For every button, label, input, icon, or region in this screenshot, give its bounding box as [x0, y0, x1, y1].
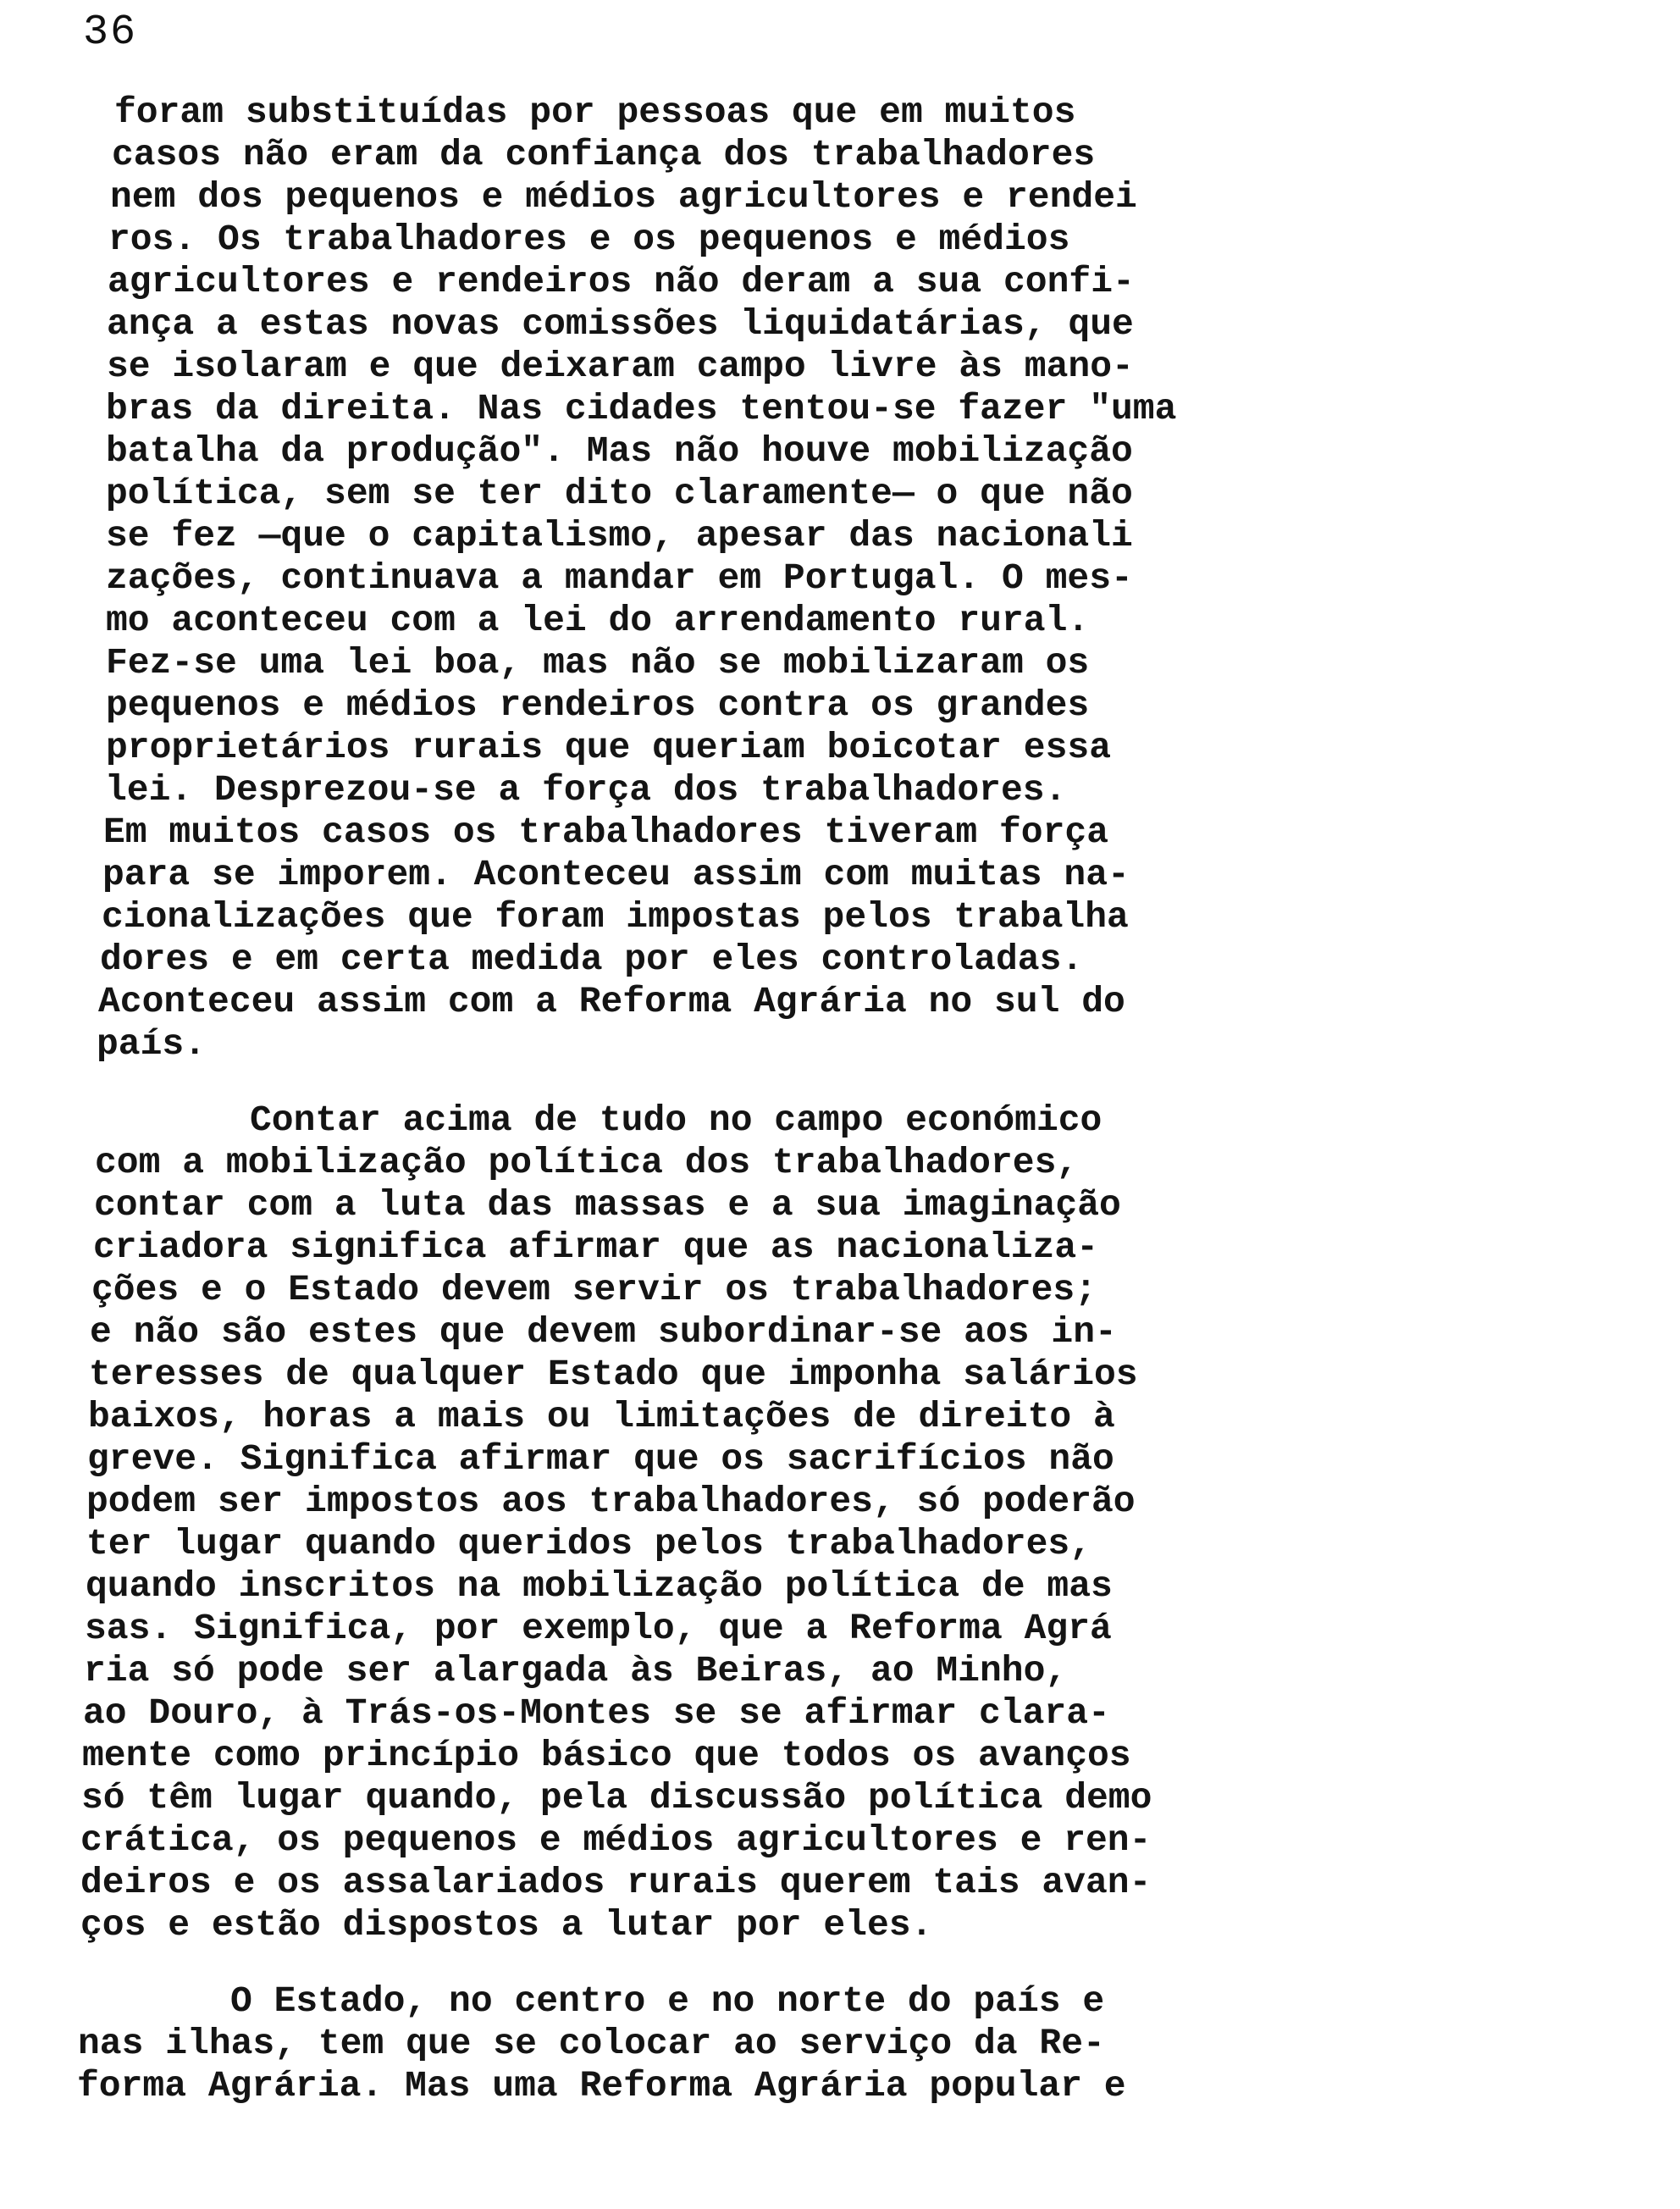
text-line: ros. Os trabalhadores e os pequenos e médios: [108, 219, 1070, 260]
text-line: ança a estas novas comissões liquidatárias, que: [107, 303, 1134, 345]
page-number: 36: [83, 8, 138, 57]
text-line: ao Douro, à Trás-os-Montes se se afirmar clara-: [83, 1692, 1110, 1734]
text-line: Fez-se uma lei boa, mas não se mobilizaram os: [106, 642, 1090, 684]
text-line: podem ser impostos aos trabalhadores, só poderão: [86, 1481, 1136, 1522]
text-line: ter lugar quando queridos pelos trabalhadores,: [86, 1523, 1091, 1564]
text-line: O Estado, no centro e no norte do país e: [230, 1980, 1105, 2022]
text-line: e não são estes que devem subordinar-se aos in-: [90, 1311, 1117, 1353]
text-line: Aconteceu assim com a Reforma Agrária no sul do: [98, 981, 1125, 1022]
text-line: ria só pode ser alargada às Beiras, ao Minho,: [84, 1650, 1068, 1691]
text-line: zações, continuava a mandar em Portugal. O mes-: [106, 557, 1133, 599]
text-line: nem dos pequenos e médios agricultores e rendei: [110, 176, 1137, 218]
text-line: batalha da produção". Mas não houve mobilização: [106, 430, 1133, 472]
text-line: pequenos e médios rendeiros contra os grandes: [106, 684, 1090, 726]
text-line: Em muitos casos os trabalhadores tiveram força: [103, 811, 1108, 853]
text-line: quando inscritos na mobilização política de mas: [86, 1565, 1113, 1607]
text-line: forma Agrária. Mas uma Reforma Agrária popular e: [77, 2065, 1126, 2107]
text-line: mente como princípio básico que todos os avanços: [82, 1735, 1131, 1776]
text-line: agricultores e rendeiros não deram a sua confi-: [108, 261, 1135, 302]
text-line: criadora significa afirmar que as nacionaliza-: [93, 1226, 1098, 1268]
text-line: contar com a luta das massas e a sua imaginação: [94, 1184, 1121, 1226]
text-line: foram substituídas por pessoas que em muitos: [114, 91, 1076, 133]
text-line: casos não eram da confiança dos trabalhadores: [112, 134, 1096, 175]
text-line: ções e o Estado devem servir os trabalhadores;: [91, 1269, 1097, 1310]
text-line: sas. Significa, por exemplo, que a Reforma Agrá: [85, 1608, 1112, 1649]
text-line: política, sem se ter dito claramente— o que não: [106, 473, 1133, 514]
text-line: se fez —que o capitalismo, apesar das nacionali: [106, 515, 1133, 556]
text-line: crática, os pequenos e médios agricultores e ren-: [80, 1819, 1152, 1861]
text-line: proprietários rurais que queriam boicotar essa: [106, 727, 1111, 768]
text-line: com a mobilização política dos trabalhadores,: [95, 1142, 1079, 1183]
text-line: ços e estão dispostos a lutar por eles.: [80, 1904, 933, 1946]
text-line: cionalizações que foram impostas pelos trabalha: [102, 896, 1129, 938]
text-line: Contar acima de tudo no campo económico: [250, 1099, 1102, 1141]
text-line: baixos, horas a mais ou limitações de direito à: [88, 1396, 1115, 1437]
text-line: país.: [97, 1023, 207, 1065]
text-line: bras da direita. Nas cidades tentou-se fazer "uma: [106, 388, 1177, 429]
text-line: nas ilhas, tem que se colocar ao serviço da Re-: [78, 2023, 1105, 2064]
text-line: mo aconteceu com a lei do arrendamento rural.: [106, 600, 1090, 641]
text-line: teresses de qualquer Estado que imponha salários: [89, 1354, 1138, 1395]
text-line: greve. Significa afirmar que os sacrifícios não: [87, 1438, 1114, 1480]
text-line: lei. Desprezou-se a força dos trabalhadores.: [105, 769, 1067, 811]
text-line: para se imporem. Aconteceu assim com muitas na-: [102, 854, 1130, 895]
text-line: dores e em certa medida por eles controladas.: [100, 938, 1084, 980]
text-line: só têm lugar quando, pela discussão política demo: [81, 1777, 1152, 1819]
text-line: se isolaram e que deixaram campo livre às mano-: [107, 346, 1134, 387]
text-line: deiros e os assalariados rurais querem tais avan-: [80, 1862, 1152, 1903]
